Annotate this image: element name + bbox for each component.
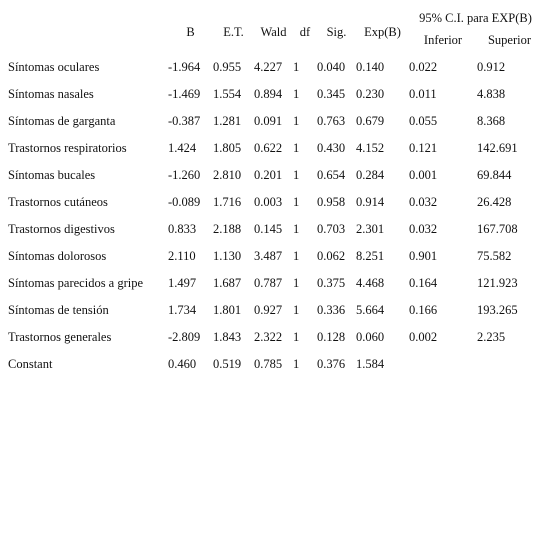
cell-b: -0.089 bbox=[168, 195, 201, 209]
cell-sig: 0.430 bbox=[317, 141, 346, 155]
cell-ci-upper: 167.708 bbox=[477, 222, 518, 236]
cell-b: 1.424 bbox=[168, 141, 197, 155]
cell-wald: 2.322 bbox=[254, 330, 283, 344]
table-header bbox=[8, 10, 542, 54]
row-label: Síntomas bucales bbox=[8, 168, 96, 182]
cell-df: 1 bbox=[293, 330, 300, 344]
cell-b: -1.469 bbox=[168, 87, 201, 101]
cell-expb: 4.152 bbox=[356, 141, 385, 155]
cell-ci-lower: 0.164 bbox=[409, 276, 438, 290]
cell-expb: 8.251 bbox=[356, 249, 385, 263]
cell-ci-lower: 0.121 bbox=[409, 141, 438, 155]
cell-ci-upper: 121.923 bbox=[477, 276, 518, 290]
cell-sig: 0.654 bbox=[317, 168, 346, 182]
cell-ci-lower: 0.032 bbox=[409, 195, 438, 209]
cell-expb: 0.284 bbox=[356, 168, 385, 182]
cell-et: 1.843 bbox=[213, 330, 242, 344]
cell-ci-upper: 8.368 bbox=[477, 114, 506, 128]
cell-sig: 0.376 bbox=[317, 357, 346, 371]
cell-ci-lower: 0.901 bbox=[409, 249, 438, 263]
cell-ci-lower: 0.032 bbox=[409, 222, 438, 236]
cell-ci-lower: 0.022 bbox=[409, 60, 438, 74]
row-label: Trastornos respiratorios bbox=[8, 141, 127, 155]
cell-b: 2.110 bbox=[168, 249, 196, 263]
table-row bbox=[8, 324, 542, 351]
cell-ci-upper: 26.428 bbox=[477, 195, 512, 209]
cell-sig: 0.336 bbox=[317, 303, 346, 317]
cell-wald: 4.227 bbox=[254, 60, 283, 74]
cell-wald: 0.787 bbox=[254, 276, 283, 290]
cell-expb: 0.679 bbox=[356, 114, 385, 128]
cell-sig: 0.062 bbox=[317, 249, 346, 263]
header-blank bbox=[8, 10, 168, 54]
cell-expb: 2.301 bbox=[356, 222, 385, 236]
cell-df: 1 bbox=[293, 303, 300, 317]
cell-sig: 0.375 bbox=[317, 276, 346, 290]
cell-expb: 0.230 bbox=[356, 87, 385, 101]
cell-b: -0.387 bbox=[168, 114, 201, 128]
cell-et: 2.188 bbox=[213, 222, 242, 236]
cell-df: 1 bbox=[293, 276, 300, 290]
header-expb: Exp(B) bbox=[364, 24, 401, 39]
table-row bbox=[8, 135, 542, 162]
regression-results-table bbox=[8, 10, 542, 378]
cell-wald: 0.622 bbox=[254, 141, 283, 155]
cell-et: 1.130 bbox=[213, 249, 242, 263]
cell-ci-upper: 142.691 bbox=[477, 141, 518, 155]
cell-wald: 0.894 bbox=[254, 87, 283, 101]
row-label: Trastornos digestivos bbox=[8, 222, 115, 236]
cell-et: 0.955 bbox=[213, 60, 242, 74]
row-label: Síntomas dolorosos bbox=[8, 249, 107, 263]
row-label: Síntomas de tensión bbox=[8, 303, 109, 317]
table-row bbox=[8, 162, 542, 189]
cell-expb: 0.914 bbox=[356, 195, 385, 209]
cell-ci-lower: 0.055 bbox=[409, 114, 438, 128]
cell-ci-upper: 75.582 bbox=[477, 249, 512, 263]
cell-df: 1 bbox=[293, 195, 300, 209]
table-row bbox=[8, 108, 542, 135]
header-ci-upper: Superior bbox=[487, 33, 532, 47]
cell-wald: 0.003 bbox=[254, 195, 283, 209]
cell-ci-upper: 0.912 bbox=[477, 60, 506, 74]
table-row bbox=[8, 243, 542, 270]
cell-df: 1 bbox=[293, 114, 300, 128]
table-body bbox=[8, 54, 542, 378]
cell-b: 0.833 bbox=[168, 222, 197, 236]
cell-sig: 0.703 bbox=[317, 222, 346, 236]
cell-wald: 0.145 bbox=[254, 222, 283, 236]
cell-b: 0.460 bbox=[168, 357, 197, 371]
cell-expb: 1.584 bbox=[356, 357, 385, 371]
cell-et: 1.805 bbox=[213, 141, 242, 155]
cell-et: 0.519 bbox=[213, 357, 242, 371]
table-row bbox=[8, 351, 542, 378]
cell-et: 1.687 bbox=[213, 276, 242, 290]
table-row bbox=[8, 81, 542, 108]
table-row bbox=[8, 216, 542, 243]
table-row bbox=[8, 54, 542, 81]
row-label: Síntomas parecidos a gripe bbox=[8, 276, 144, 290]
cell-wald: 0.091 bbox=[254, 114, 283, 128]
cell-ci-lower: 0.001 bbox=[409, 168, 438, 182]
cell-wald: 0.785 bbox=[254, 357, 283, 371]
cell-b: 1.497 bbox=[168, 276, 197, 290]
cell-et: 1.554 bbox=[213, 87, 242, 101]
cell-sig: 0.763 bbox=[317, 114, 346, 128]
cell-sig: 0.345 bbox=[317, 87, 346, 101]
cell-ci-lower: 0.166 bbox=[409, 303, 438, 317]
header-df: df bbox=[299, 24, 311, 39]
cell-df: 1 bbox=[293, 249, 300, 263]
cell-ci-lower bbox=[409, 351, 477, 378]
row-label: Constant bbox=[8, 357, 53, 371]
cell-b: -1.964 bbox=[168, 60, 201, 74]
row-label: Síntomas oculares bbox=[8, 60, 100, 74]
cell-df: 1 bbox=[293, 222, 300, 236]
cell-et: 1.716 bbox=[213, 195, 242, 209]
row-label: Síntomas de garganta bbox=[8, 114, 116, 128]
header-et: E.T. bbox=[223, 24, 244, 39]
cell-df: 1 bbox=[293, 87, 300, 101]
cell-df: 1 bbox=[293, 141, 300, 155]
cell-ci-upper bbox=[477, 351, 542, 378]
row-label: Trastornos generales bbox=[8, 330, 112, 344]
cell-ci-upper: 69.844 bbox=[477, 168, 512, 182]
cell-df: 1 bbox=[293, 168, 300, 182]
header-ci-group: 95% C.I. para EXP(B) bbox=[419, 11, 532, 25]
cell-ci-upper: 193.265 bbox=[477, 303, 518, 317]
table-row bbox=[8, 270, 542, 297]
cell-b: -2.809 bbox=[168, 330, 201, 344]
cell-b: -1.260 bbox=[168, 168, 201, 182]
cell-expb: 0.060 bbox=[356, 330, 385, 344]
cell-et: 2.810 bbox=[213, 168, 242, 182]
cell-df: 1 bbox=[293, 357, 300, 371]
cell-expb: 0.140 bbox=[356, 60, 385, 74]
cell-et: 1.281 bbox=[213, 114, 242, 128]
cell-et: 1.801 bbox=[213, 303, 242, 317]
cell-wald: 0.201 bbox=[254, 168, 283, 182]
cell-wald: 3.487 bbox=[254, 249, 283, 263]
table-row bbox=[8, 297, 542, 324]
header-wald: Wald bbox=[260, 24, 287, 39]
row-label: Trastornos cutáneos bbox=[8, 195, 108, 209]
cell-sig: 0.128 bbox=[317, 330, 346, 344]
cell-sig: 0.040 bbox=[317, 60, 346, 74]
header-ci-lower: Inferior bbox=[423, 33, 463, 47]
cell-df: 1 bbox=[293, 60, 300, 74]
row-label: Síntomas nasales bbox=[8, 87, 94, 101]
header-b: B bbox=[186, 24, 195, 39]
cell-ci-lower: 0.011 bbox=[409, 87, 437, 101]
cell-expb: 5.664 bbox=[356, 303, 385, 317]
cell-ci-upper: 2.235 bbox=[477, 330, 506, 344]
cell-wald: 0.927 bbox=[254, 303, 283, 317]
cell-ci-upper: 4.838 bbox=[477, 87, 506, 101]
table-row bbox=[8, 189, 542, 216]
header-sig: Sig. bbox=[326, 24, 347, 39]
cell-ci-lower: 0.002 bbox=[409, 330, 438, 344]
cell-sig: 0.958 bbox=[317, 195, 346, 209]
cell-expb: 4.468 bbox=[356, 276, 385, 290]
cell-b: 1.734 bbox=[168, 303, 197, 317]
